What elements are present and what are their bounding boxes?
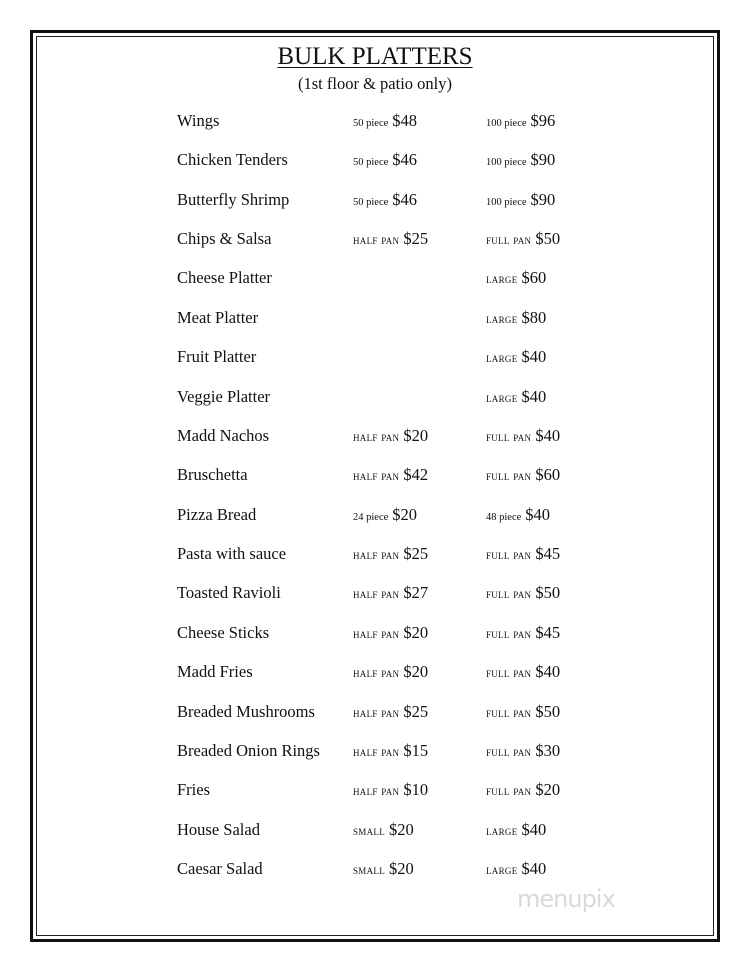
- item-name: Pizza Bread: [177, 504, 257, 524]
- item-name: Chips & Salsa: [177, 229, 272, 249]
- item-name: Madd Nachos: [177, 425, 270, 445]
- menu-item: [0, 150, 750, 170]
- menu-item: [0, 583, 750, 603]
- size-label: 50 piece: [353, 196, 389, 208]
- size-label: full pan: [486, 232, 532, 248]
- price: $20: [392, 504, 418, 524]
- price-option-small: [353, 820, 414, 841]
- size-label: large: [486, 389, 518, 405]
- item-name: Fries: [177, 780, 210, 800]
- item-name: Breaded Onion Rings: [177, 740, 320, 760]
- item-name: Cheese Sticks: [177, 622, 270, 642]
- size-label: full pan: [486, 704, 532, 720]
- price-option-large: [486, 505, 550, 528]
- menu-item: [0, 623, 750, 643]
- price: $46: [392, 150, 418, 170]
- size-label: 100 piece: [486, 157, 527, 169]
- item-name: Fruit Platter: [177, 347, 257, 367]
- price: $45: [535, 622, 561, 642]
- size-label: half pan: [353, 232, 400, 248]
- price: $20: [389, 859, 414, 879]
- menu-item: [0, 465, 750, 485]
- size-label: full pan: [486, 783, 532, 799]
- price-option-small: [353, 465, 428, 486]
- price-option-large: [486, 780, 560, 801]
- item-name: House Salad: [177, 819, 260, 839]
- price-option-large: [486, 426, 560, 447]
- menu-item: [0, 268, 750, 288]
- price-option-large: [486, 465, 560, 486]
- price-option-small: [353, 741, 428, 762]
- size-label: full pan: [486, 428, 532, 444]
- size-label: small: [353, 822, 386, 838]
- price-option-small: [353, 150, 417, 173]
- menu-item: [0, 780, 750, 800]
- price-option-small: [353, 426, 428, 447]
- price: $60: [535, 465, 561, 485]
- price-option-small: [353, 505, 417, 528]
- price-option-large: [486, 583, 560, 604]
- price: $40: [521, 386, 547, 406]
- size-label: large: [486, 350, 518, 366]
- price-option-small: [353, 859, 414, 880]
- item-name: Bruschetta: [177, 465, 248, 485]
- size-label: large: [486, 271, 518, 287]
- price: $50: [535, 701, 561, 721]
- price: $25: [403, 229, 429, 249]
- price: $20: [403, 622, 429, 642]
- price-option-small: [353, 583, 428, 604]
- price: $45: [535, 544, 561, 564]
- size-label: full pan: [486, 547, 532, 563]
- price-option-large: [486, 347, 546, 368]
- menu-item: [0, 387, 750, 407]
- size-label: half pan: [353, 547, 400, 563]
- menu-item: [0, 308, 750, 328]
- menu-item: [0, 662, 750, 682]
- item-name: Breaded Mushrooms: [177, 701, 315, 721]
- menu-item: [0, 190, 750, 210]
- price: $20: [403, 662, 429, 682]
- watermark-logo: menupix: [517, 885, 615, 913]
- item-name: Pasta with sauce: [177, 544, 287, 564]
- price-option-large: [486, 111, 555, 134]
- size-label: full pan: [486, 743, 532, 759]
- price-option-large: [486, 387, 546, 408]
- size-label: half pan: [353, 743, 400, 759]
- item-name: Cheese Platter: [177, 268, 272, 288]
- item-name: Caesar Salad: [177, 859, 263, 879]
- price: $10: [403, 780, 429, 800]
- menu-item: [0, 347, 750, 367]
- price: $20: [389, 819, 414, 839]
- price-option-large: [486, 229, 560, 250]
- price: $40: [535, 425, 561, 445]
- size-label: large: [486, 310, 518, 326]
- price: $40: [521, 819, 547, 839]
- price: $40: [525, 504, 551, 524]
- item-name: Meat Platter: [177, 307, 259, 327]
- price-option-large: [486, 544, 560, 565]
- size-label: 24 piece: [353, 511, 389, 523]
- size-label: small: [353, 862, 386, 878]
- price-option-small: [353, 111, 417, 134]
- menu-item: [0, 702, 750, 722]
- price-option-large: [486, 190, 555, 213]
- size-label: 50 piece: [353, 118, 389, 129]
- price-option-large: [486, 702, 560, 723]
- price-option-large: [486, 268, 546, 289]
- price: $40: [535, 662, 561, 682]
- price-option-large: [486, 308, 546, 329]
- price: $30: [535, 740, 561, 760]
- size-label: full pan: [486, 665, 532, 681]
- size-label: half pan: [353, 468, 400, 484]
- size-label: half pan: [353, 428, 400, 444]
- price-option-small: [353, 190, 417, 213]
- size-label: 100 piece: [486, 118, 527, 129]
- item-name: Veggie Platter: [177, 386, 271, 406]
- size-label: large: [486, 822, 518, 838]
- price: $20: [403, 425, 429, 445]
- price-option-large: [486, 741, 560, 762]
- price-option-small: [353, 229, 428, 250]
- item-name: Chicken Tenders: [177, 150, 288, 170]
- size-label: full pan: [486, 625, 532, 641]
- menu-item: [0, 505, 750, 525]
- size-label: 48 piece: [486, 511, 522, 523]
- price: $48: [392, 111, 418, 130]
- price: $27: [403, 583, 429, 603]
- menu-item: [0, 426, 750, 446]
- price: $80: [521, 307, 547, 327]
- size-label: half pan: [353, 783, 400, 799]
- price: $25: [403, 701, 429, 721]
- size-label: full pan: [486, 468, 532, 484]
- price-option-large: [486, 662, 560, 683]
- item-name: Butterfly Shrimp: [177, 189, 290, 209]
- size-label: half pan: [353, 665, 400, 681]
- price: $90: [530, 150, 556, 170]
- price-option-small: [353, 544, 428, 565]
- price-option-large: [486, 820, 546, 841]
- item-name: Toasted Ravioli: [177, 583, 281, 603]
- size-label: half pan: [353, 625, 400, 641]
- price-option-small: [353, 780, 428, 801]
- price: $90: [530, 189, 556, 209]
- price: $50: [535, 583, 561, 603]
- size-label: 50 piece: [353, 157, 389, 169]
- price-option-large: [486, 859, 546, 880]
- item-name: Wings: [177, 111, 220, 130]
- price: $15: [403, 740, 429, 760]
- price: $46: [392, 189, 418, 209]
- price-option-small: [353, 623, 428, 644]
- price: $40: [521, 347, 547, 367]
- menu-item: [0, 859, 750, 879]
- price-option-small: [353, 702, 428, 723]
- price: $20: [535, 780, 561, 800]
- menu-item: [0, 741, 750, 761]
- price-option-small: [353, 662, 428, 683]
- price: $42: [403, 465, 429, 485]
- price: $40: [521, 859, 547, 879]
- menu-item: [0, 820, 750, 840]
- size-label: full pan: [486, 586, 532, 602]
- price: $50: [535, 229, 561, 249]
- menu-subtitle: (1st floor & patio only): [298, 74, 452, 93]
- menu-title: BULK PLATTERS: [277, 43, 473, 70]
- price-option-large: [486, 150, 555, 173]
- price: $25: [403, 544, 429, 564]
- menu-item: [0, 544, 750, 564]
- size-label: half pan: [353, 586, 400, 602]
- menu-item: [0, 111, 750, 131]
- size-label: large: [486, 862, 518, 878]
- size-label: half pan: [353, 704, 400, 720]
- price-option-large: [486, 623, 560, 644]
- price: $60: [521, 268, 547, 288]
- item-name: Madd Fries: [177, 662, 253, 682]
- size-label: 100 piece: [486, 196, 527, 208]
- price: $96: [530, 111, 556, 130]
- menu-item: [0, 229, 750, 249]
